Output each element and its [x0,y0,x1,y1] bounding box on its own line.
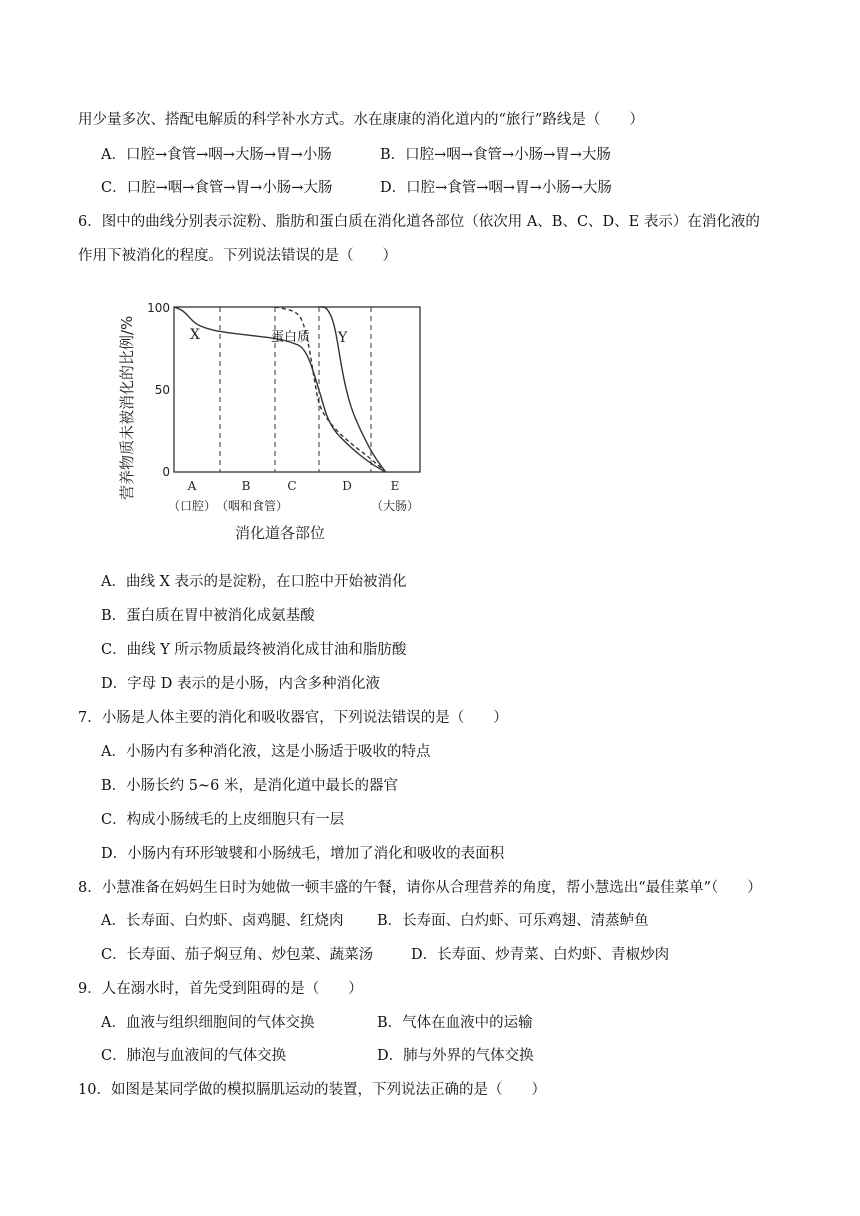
region-c: C [287,479,297,493]
q10-stem: 10．如图是某同学做的模拟膈肌运动的装置，下列说法正确的是（ ） [78,1082,546,1098]
q9-option-a: A．血液与组织细胞间的气体交换 [101,1015,315,1031]
q9-option-b: B．气体在血液中的运输 [377,1015,533,1031]
q6-stem-line2: 作用下被消化的程度。下列说法错误的是（ ） [78,248,397,264]
curve-label-protein: 蛋白质 [271,330,311,345]
q6-option-a: A．曲线 X 表示的是淀粉，在口腔中开始被消化 [101,574,407,590]
q5-option-b: B．口腔→咽→食管→小肠→胃→大肠 [380,147,611,163]
q8-option-c: C．长寿面、茄子焖豆角、炒包菜、蔬菜汤 [101,947,374,963]
q7-option-d: D．小肠内有环形皱襞和小肠绒毛，增加了消化和吸收的表面积 [101,846,505,862]
q8-stem: 8．小慧准备在妈妈生日时为她做一顿丰盛的午餐，请你从合理营养的角度，帮小慧选出“最佳菜单”（ ） [78,880,762,896]
q8-option-b: B．长寿面、白灼虾、可乐鸡翅、清蒸鲈鱼 [377,913,649,929]
ytick-50: 50 [154,383,170,397]
q5-stem-tail: 用少量多次、搭配电解质的科学补水方式。水在康康的消化道内的“旅行”路线是（ ） [78,112,644,128]
q9-option-d: D．肺与外界的气体交换 [377,1048,534,1064]
q6-option-d: D．字母 D 表示的是小肠，内含多种消化液 [101,676,380,692]
q9-stem: 9．人在溺水时，首先受到阻碍的是（ ） [78,981,363,997]
q6-stem-line1: 6．图中的曲线分别表示淀粉、脂肪和蛋白质在消化道各部位（依次用 A、B、C、D、E 表示）在消化液的 [78,214,760,230]
region-name-e: （大肠） [370,499,420,513]
region-b: B [241,479,251,493]
chart-ylabel: 营养物质未被消化的比例/% [118,315,136,500]
q6-option-c: C．曲线 Y 所示物质最终被消化成甘油和脂肪酸 [101,642,407,658]
region-a: A [187,479,197,493]
q7-option-a: A．小肠内有多种消化液，这是小肠适于吸收的特点 [101,744,431,760]
q8-option-d: D．长寿面、炒青菜、白灼虾、青椒炒肉 [411,947,670,963]
digestion-chart [110,290,440,550]
region-d: D [342,479,352,493]
q7-option-c: C．构成小肠绒毛的上皮细胞只有一层 [101,812,345,828]
curve-label-x: X [190,327,200,343]
q8-option-a: A．长寿面、白灼虾、卤鸡腿、红烧肉 [101,913,344,929]
ytick-100: 100 [147,301,170,315]
q9-option-c: C．肺泡与血液间的气体交换 [101,1048,287,1064]
ytick-0: 0 [162,465,170,479]
q7-option-b: B．小肠长约 5~6 米，是消化道中最长的器官 [101,778,398,794]
q5-option-a: A．口腔→食管→咽→大肠→胃→小肠 [101,147,332,163]
curve-y [319,307,386,472]
region-name-b: （咽和食管） [215,499,289,513]
q5-option-c: C．口腔→咽→食管→胃→小肠→大肠 [101,180,333,196]
region-e: E [390,479,400,493]
q6-option-b: B．蛋白质在胃中被消化成氨基酸 [101,608,315,624]
region-name-a: （口腔） [167,499,217,513]
curve-label-y: Y [338,330,348,346]
q7-stem: 7．小肠是人体主要的消化和吸收器官，下列说法错误的是（ ） [78,710,508,726]
chart-xlabel: 消化道各部位 [234,524,326,542]
q5-option-d: D．口腔→食管→咽→胃→小肠→大肠 [380,180,612,196]
